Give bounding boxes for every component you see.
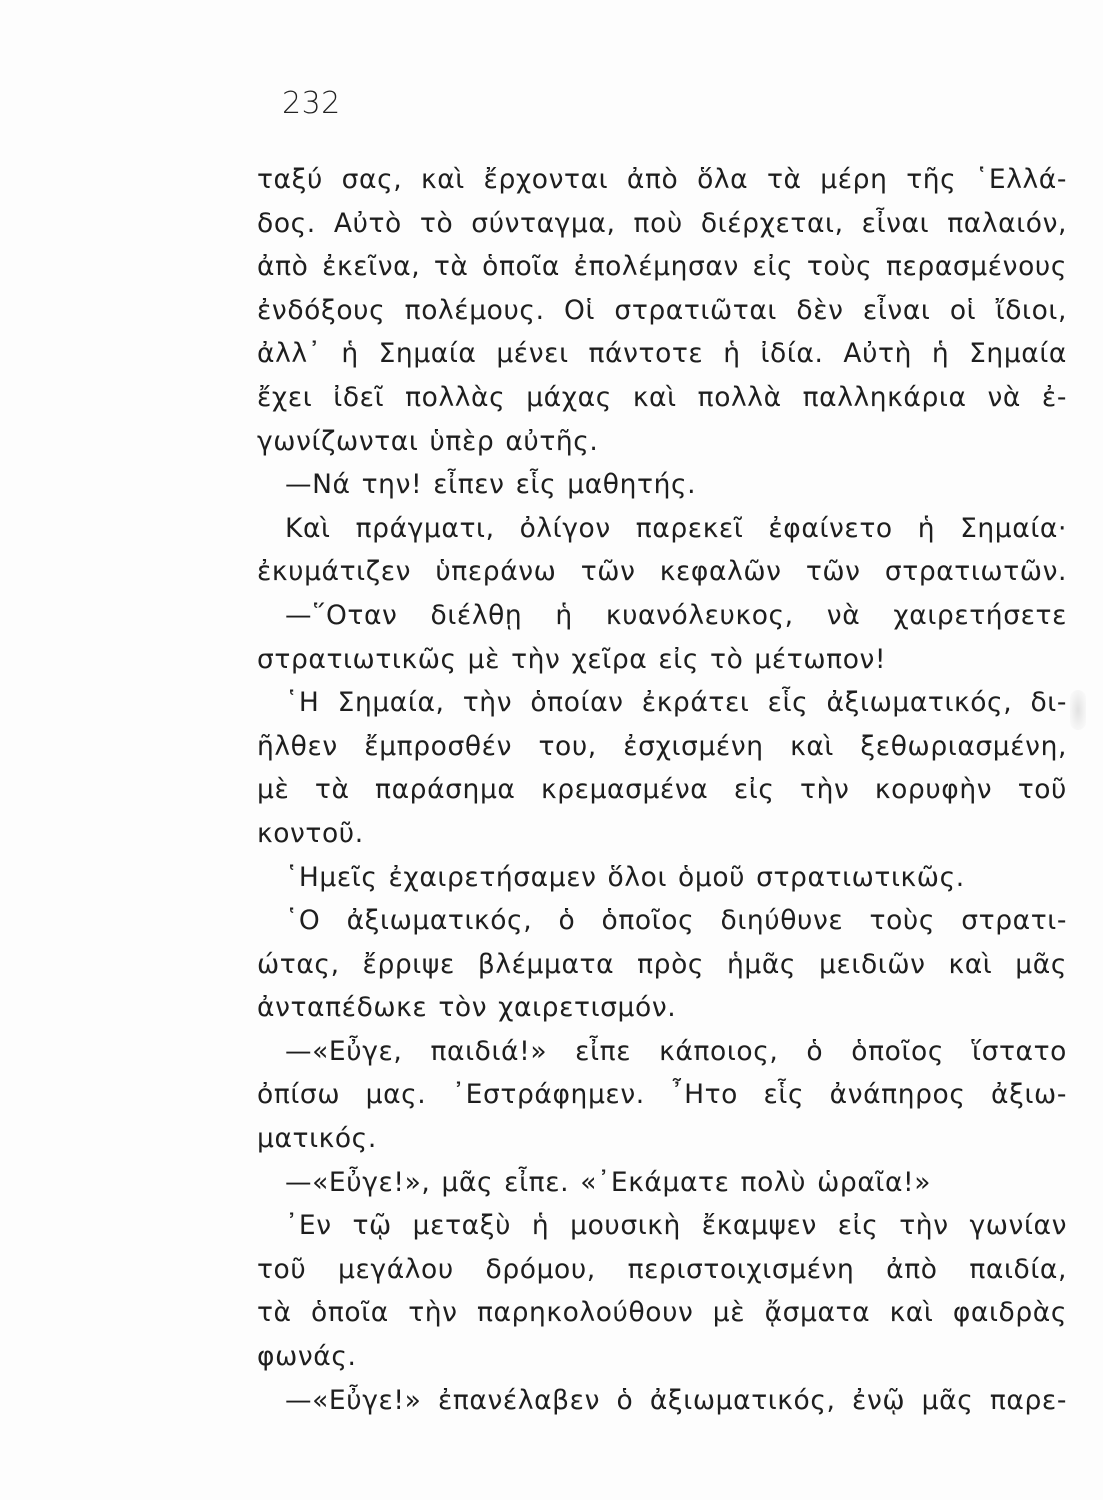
text-line: —«Εὖγε, παιδιά!» εἶπε κάποιος, ὁ ὁποῖος ἵστατο <box>285 1035 1067 1067</box>
text-line: γωνίζωνται ὑπὲρ αὐτῆς. <box>257 425 599 457</box>
text-line: ῆλθεν ἔμπροσθέν του, ἐσχισμένη καὶ ξεθωριασμένη, <box>257 730 1067 762</box>
text-line: ῾Ημεῖς ἐχαιρετήσαμεν ὅλοι ὁμοῦ στρατιωτικῶς. <box>285 861 965 893</box>
text-line: ὀπίσω μας. ᾿Εστράφημεν. ῏Ητο εἷς ἀνάπηρος ἀξιω- <box>257 1079 1067 1111</box>
text-line: —῞Οταν διέλθῃ ἡ κυανόλευκος, νὰ χαιρετήσετε <box>285 599 1067 631</box>
text-line: —Νά την! εἶπεν εἷς μαθητής. <box>285 469 697 501</box>
text-line: τοῦ μεγάλου δρόμου, περιστοιχισμένη ἀπὸ παιδία, <box>257 1253 1067 1285</box>
text-line: ἐκυμάτιζεν ὑπεράνω τῶν κεφαλῶν τῶν στρατιωτῶν. <box>257 556 1067 588</box>
scan-smudge <box>1070 690 1086 730</box>
text-line: ματικός. <box>257 1123 377 1155</box>
text-line: δος. Αὐτὸ τὸ σύνταγμα, ποὺ διέρχεται, εἶναι παλαιόν, <box>257 207 1067 239</box>
text-line: ταξύ σας, καὶ ἔρχονται ἀπὸ ὅλα τὰ μέρη τῆς ῾Ελλά- <box>257 164 1067 195</box>
page-number: 232 <box>282 86 341 121</box>
text-line: ἀπὸ ἐκεῖνα, τὰ ὁποῖα ἐπολέμησαν εἰς τοὺς περασμένους <box>257 251 1067 283</box>
text-line: στρατιωτικῶς μὲ τὴν χεῖρα εἰς τὸ μέτωπον! <box>257 643 887 675</box>
text-line: κοντοῦ. <box>257 817 364 849</box>
text-line: ῾Η Σημαία, τὴν ὁποίαν ἐκράτει εἷς ἀξιωματικός, δι- <box>285 687 1067 719</box>
text-line: μὲ τὰ παράσημα κρεμασμένα εἰς τὴν κορυφὴν τοῦ <box>257 774 1067 806</box>
text-line: ἀνταπέδωκε τὸν χαιρετισμόν. <box>257 992 677 1024</box>
text-line: ᾿Εν τῷ μεταξὺ ἡ μουσικὴ ἔκαμψεν εἰς τὴν γωνίαν <box>285 1210 1067 1242</box>
text-line: τὰ ὁποῖα τὴν παρηκολούθουν μὲ ᾄσματα καὶ φαιδρὰς <box>257 1297 1067 1329</box>
text-line: Καὶ πράγματι, ὀλίγον παρεκεῖ ἐφαίνετο ἡ Σημαία· <box>285 512 1067 544</box>
text-line: ἔχει ἰδεῖ πολλὰς μάχας καὶ πολλὰ παλληκάρια νὰ ἐ- <box>257 381 1067 413</box>
body-text <box>257 158 1067 1422</box>
text-line: φωνάς. <box>257 1341 357 1373</box>
text-line: —«Εὖγε!» ἐπανέλαβεν ὁ ἀξιωματικός, ἐνῷ μᾶς παρε- <box>285 1384 1067 1416</box>
text-line: ἀλλ᾽ ἡ Σημαία μένει πάντοτε ἡ ἰδία. Αὐτὴ ἡ Σημαία <box>257 338 1067 370</box>
text-line: —«Εὖγε!», μᾶς εἶπε. «᾿Εκάματε πολὺ ὡραῖα!» <box>285 1166 932 1198</box>
text-line: ἐνδόξους πολέμους. Οἱ στρατιῶται δὲν εἶναι οἱ ἴδιοι, <box>257 294 1067 326</box>
text-line: ώτας, ἔρριψε βλέμματα πρὸς ἡμᾶς μειδιῶν καὶ μᾶς <box>257 948 1067 980</box>
text-line: ῾Ο ἀξιωματικός, ὁ ὁποῖος διηύθυνε τοὺς στρατι- <box>285 905 1067 937</box>
